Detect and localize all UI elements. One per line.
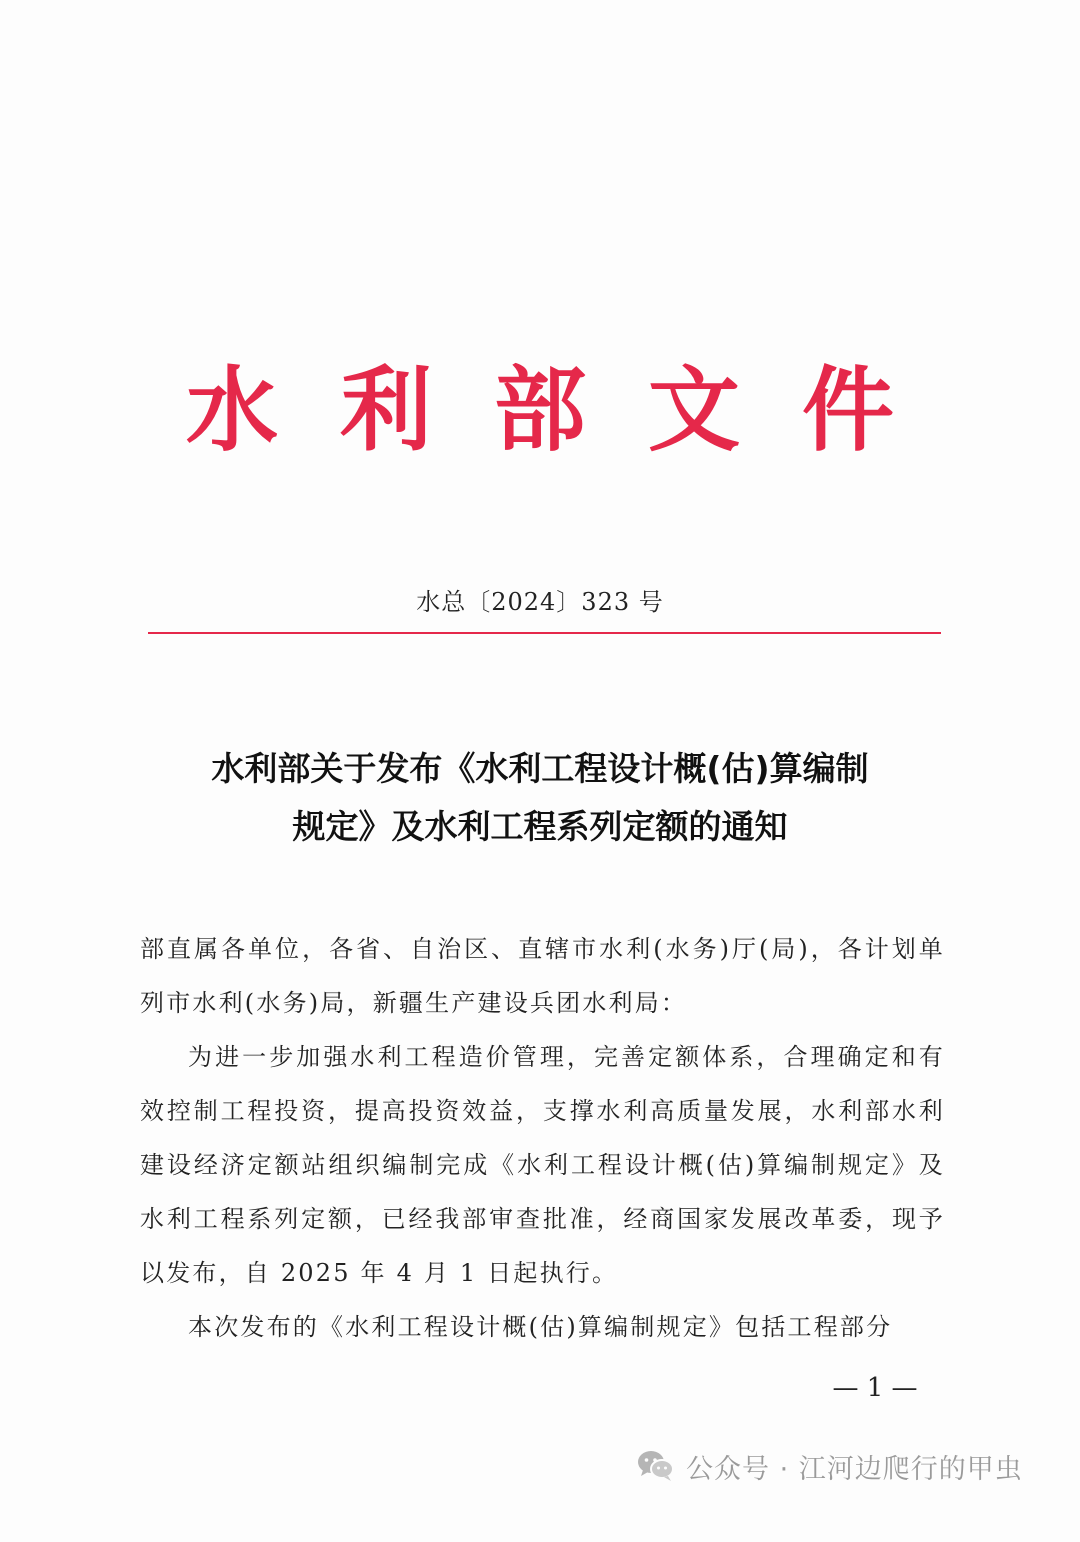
paragraph-2: 本次发布的《水利工程设计概(估)算编制规定》包括工程部分 [188,1313,893,1341]
watermark [636,1446,1023,1486]
page-number: — 1 — [832,1373,918,1403]
addressee: 部直属各单位，各省、自治区、直辖市水利(水务)厅(局)，各计划单列市水利(水务)局，新疆生产建设兵团水利局： [140,935,945,1017]
document-number: 水总〔2024〕323 号 [416,588,664,616]
red-divider-line [148,632,941,634]
paragraph-1: 为进一步加强水利工程造价管理，完善定额体系，合理确定和有效控制工程投资，提高投资效益，支撑水利高质量发展，水利部水利建设经济定额站组织编制完成《水利工程设计概(估)算编制规定》及水利工程系列定额，已经我部审查批准，经商国家发展改革委，现予以发布，自 2025 年 4 月 1 日起执行。 [140,1043,945,1287]
masthead: 水利部文件 [185,356,956,464]
wechat-icon [636,1449,676,1483]
watermark-text: 公众号 · 江河边爬行的甲虫 [686,1453,1023,1485]
title-line-2: 规定》及水利工程系列定额的通知 [292,807,788,846]
document-body [140,922,945,1354]
document-title [120,740,960,856]
title-line-1: 水利部关于发布《水利工程设计概(估)算编制 [211,749,869,788]
